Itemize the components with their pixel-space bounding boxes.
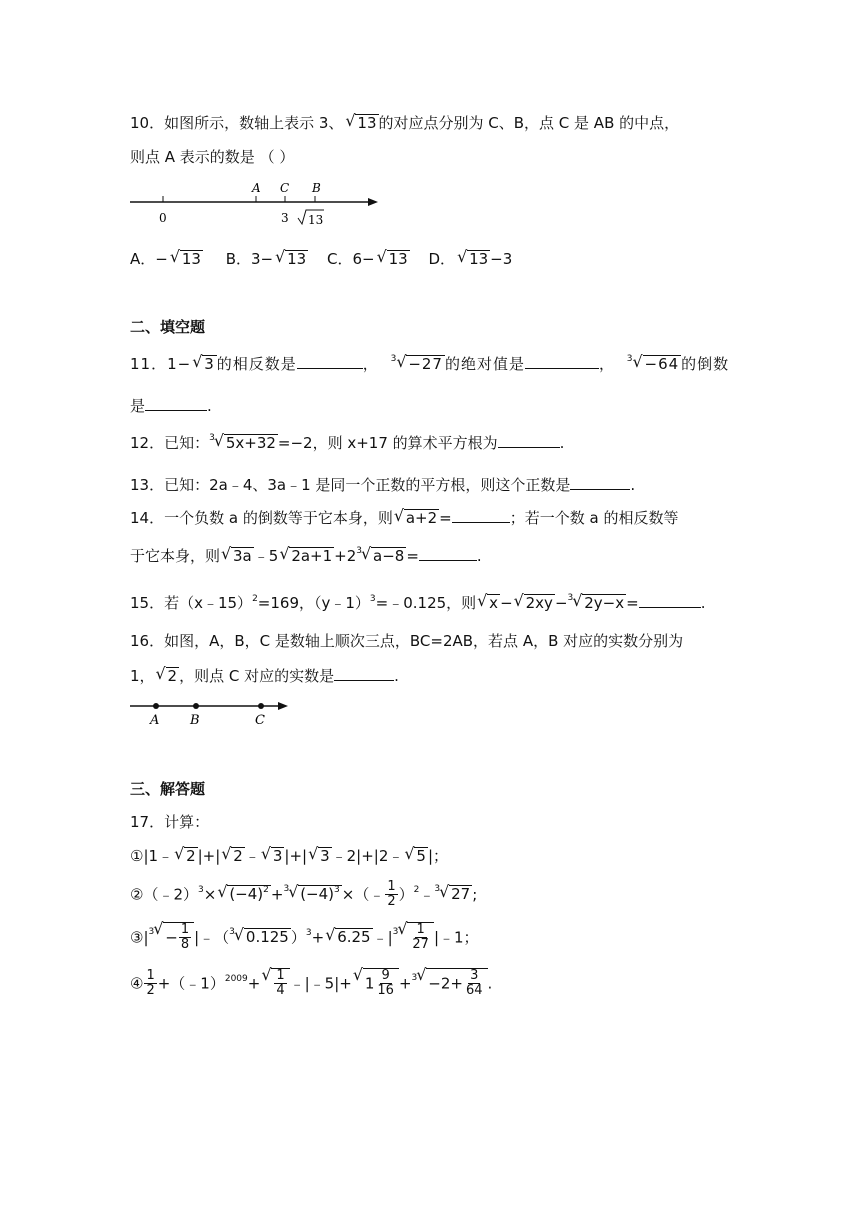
q11-num: 11．: [130, 355, 168, 373]
nl-label-b: B: [312, 181, 321, 195]
opt-b-pre: 3−: [251, 250, 274, 268]
q10-options: [130, 248, 512, 269]
q15-sup2: 3: [369, 594, 376, 604]
q13-end: .: [630, 476, 636, 494]
p3-r2: √ 0.125: [244, 928, 291, 946]
p4-sup: 2009: [224, 974, 248, 985]
q16-a: 1，: [130, 667, 155, 685]
q14-b: =: [439, 509, 452, 527]
p2-g: ;: [472, 885, 478, 904]
q11-blank3[interactable]: [145, 396, 207, 411]
p4-r1: [271, 968, 289, 999]
p3-f: |﹣1；: [433, 928, 479, 947]
q15-idx: 3: [567, 593, 574, 603]
p4-frac: [144, 969, 156, 999]
p2-num: ②: [130, 885, 144, 904]
opt-d-label: D．: [428, 250, 456, 268]
q15-d: −: [500, 594, 513, 612]
p3-r1: [163, 922, 194, 953]
label-b: B: [190, 713, 200, 728]
q14-line2: [130, 545, 482, 566]
p4-r1-frac: [274, 969, 286, 999]
p1-b: |+|: [197, 847, 221, 865]
q15-rad1: √ x: [487, 594, 500, 612]
q14-rad2: √ 3a: [231, 547, 254, 565]
section-2-heading: 二、填空题: [130, 318, 206, 336]
q13-blank[interactable]: [570, 475, 630, 490]
p2-d: ×（﹣: [341, 885, 385, 904]
opt-d-rad: √ 13: [467, 250, 490, 268]
opt-a-rad: √ 13: [180, 250, 203, 268]
p1-e: ﹣2|+|2﹣: [331, 847, 404, 865]
p2-r2-sup: 3: [334, 885, 340, 896]
opt-c-label: C．: [327, 250, 353, 268]
p4-r2-frac: [375, 969, 396, 999]
q16-blank[interactable]: [334, 666, 394, 681]
q12-blank[interactable]: [498, 433, 560, 448]
p4-e: .: [487, 974, 493, 993]
q13-text: 13．已知：2a﹣4、3a﹣1 是同一个正数的平方根，则这个正数是: [130, 476, 571, 494]
p2-r1-sup: 2: [263, 885, 269, 896]
q17-part2: [130, 880, 477, 910]
p3-frac-num: 1: [180, 922, 190, 937]
opt-d-post: −3: [490, 250, 513, 268]
q11-b: 1−: [167, 355, 192, 373]
p3-idx: 3: [148, 927, 155, 938]
q14-rad1: √ a+2: [404, 509, 439, 527]
q11-rad1: √ 3: [202, 355, 217, 373]
q14-blank2[interactable]: [419, 546, 477, 561]
q11-rad3: √ −64: [643, 355, 682, 373]
p2-r1-base: (−4): [229, 885, 264, 904]
p2-r1: [227, 885, 271, 903]
p4-r3: [426, 968, 487, 999]
q12-a: 12．已知：: [130, 434, 210, 452]
p3-r4: [407, 922, 434, 953]
p4-r3-den: 64: [465, 983, 483, 999]
label-c: C: [255, 713, 265, 728]
q11-line2-text: 是: [130, 397, 146, 415]
p3-a: |: [143, 928, 149, 947]
p2-e: ）: [398, 885, 414, 904]
q11-line2: [130, 395, 212, 416]
q11-end: .: [207, 397, 212, 415]
q15-sup1: 2: [252, 594, 258, 604]
point-c: [258, 703, 264, 709]
p4-r3-frac: [464, 969, 485, 999]
q16-rad: √ 2: [166, 667, 180, 685]
q15-b: =169，（y﹣1）: [257, 594, 370, 612]
q16-end: .: [394, 667, 399, 685]
p1-d: |+|: [284, 847, 308, 865]
p1-r5: √ 5: [414, 847, 428, 865]
q16-b: ，则点 C 对应的实数是: [179, 667, 335, 685]
q12-rad: √ 5x+32: [224, 434, 278, 452]
p2-r3: √ 27: [449, 885, 472, 903]
p2-a: （﹣2）: [143, 885, 198, 904]
q16-number-line: [128, 696, 298, 730]
p2-frac: [385, 880, 397, 910]
q17-title: 17．计算：: [130, 813, 210, 831]
q10-text-b: 的对应点分别为 C、B，点 C 是 AB 的中点，: [378, 114, 680, 132]
p4-r3-num: 3: [470, 968, 479, 983]
q12-line: [130, 432, 564, 453]
p1-a: |1﹣: [143, 847, 174, 865]
p1-r2: √ 2: [231, 847, 245, 865]
q15-end: .: [700, 594, 706, 612]
q14-c: ；若一个数 a 的相反数等: [509, 509, 679, 527]
q10-line2: 则点 A 表示的数是 （ ）: [130, 148, 295, 166]
p3-r4-num: √ 1: [416, 922, 425, 937]
p2-c: +: [270, 885, 284, 904]
nl-zero: 0: [159, 211, 167, 225]
p2-idx2: 3: [434, 884, 441, 895]
q11-blank2[interactable]: [525, 354, 599, 369]
p3-idx3: 3: [392, 927, 399, 938]
q17-part4: [130, 968, 492, 999]
p2-idx: 3: [283, 884, 290, 895]
p1-c: ﹣: [244, 847, 260, 865]
p4-r2-num: 9: [381, 968, 390, 983]
p3-r4-den: 27: [412, 937, 429, 953]
nl-root13: 13: [308, 213, 324, 227]
p3-d: +: [311, 928, 325, 947]
q16-line1: 16．如图，A，B，C 是数轴上顺次三点，BC=2AB，若点 A，B 对应的实数分别为: [130, 632, 684, 650]
q14-rad4: √ a−8: [371, 547, 406, 565]
p2-r2: [298, 885, 342, 903]
q17-part1: [130, 845, 448, 866]
p2-sup2: 2: [413, 885, 420, 896]
p1-r4: √ 3: [318, 847, 332, 865]
q11-d: ，: [362, 355, 379, 373]
q14-blank1[interactable]: [452, 508, 510, 523]
p4-a: +（﹣1）: [157, 974, 225, 993]
p3-r1-frac: [179, 923, 191, 953]
p4-d: +: [398, 974, 412, 993]
p1-r3: √ 3: [271, 847, 285, 865]
p2-r2-base: (−4): [300, 885, 335, 904]
point-b: [193, 703, 199, 709]
q12-idx: 3: [209, 433, 215, 443]
q15-f: =: [626, 594, 639, 612]
p2-sup: 3: [198, 885, 204, 896]
q12-end: .: [559, 434, 565, 452]
p4-frac-num: 1: [146, 968, 155, 983]
p4-r2-den: 16: [377, 983, 394, 999]
p3-e: ﹣|: [372, 928, 393, 947]
opt-c-rad: √ 13: [387, 250, 410, 268]
q15-rad2: √ 2xy: [524, 594, 555, 612]
q14-g: =: [406, 547, 419, 565]
q15-line: [130, 592, 706, 613]
p3-sup: 3: [305, 928, 312, 939]
nl-label-a: A: [252, 181, 261, 195]
q14-a: 14．一个负数 a 的倒数等于它本身，则: [130, 509, 393, 527]
q11-rad2: √ −27: [406, 355, 445, 373]
p4-r3-a: −2+: [428, 974, 463, 993]
p3-r3: √ 6.25: [335, 928, 372, 946]
opt-a-label: A．: [130, 250, 156, 268]
q15-blank[interactable]: [639, 593, 701, 608]
label-a: A: [150, 713, 160, 728]
q11-e: 的绝对值是: [444, 355, 525, 373]
q11-line1: [130, 353, 729, 374]
nl-label-c: C: [280, 181, 290, 195]
p1-r1: √ 2: [184, 847, 198, 865]
section-3-heading: 三、解答题: [130, 780, 206, 798]
q11-blank1[interactable]: [297, 354, 363, 369]
q11-c: 的相反数是: [216, 355, 297, 373]
p2-frac-den: 2: [387, 894, 396, 910]
p2-b: ×: [203, 885, 217, 904]
opt-b-rad: √ 13: [285, 250, 308, 268]
q10-number-line: [128, 178, 388, 232]
p3-frac-den: 8: [180, 937, 190, 953]
q14-d: 于它本身，则: [130, 547, 221, 565]
p1-num: ①: [130, 847, 144, 865]
p4-frac-den: 2: [146, 983, 155, 999]
q12-b: =−2，则 x+17 的算术平方根为: [277, 434, 498, 452]
p2-frac-num: 1: [387, 879, 396, 894]
q11-idx2: 3: [626, 354, 634, 364]
q11-idx1: 3: [390, 354, 398, 364]
q11-f: ，: [598, 355, 615, 373]
q10-text-a: 10．如图所示，数轴上表示 3、: [130, 114, 344, 132]
q15-c: =﹣0.125，则: [375, 594, 477, 612]
p4-r2-whole: 1: [364, 974, 375, 993]
q14-end: .: [476, 547, 482, 565]
q11-g: 的倒数: [681, 355, 730, 373]
p4-b: +: [247, 974, 261, 993]
p4-num: ④: [130, 974, 144, 993]
q16-line2: [130, 665, 399, 686]
q15-a: 15．若（x﹣15）: [130, 594, 253, 612]
q14-rad3: √ 2a+1: [289, 547, 334, 565]
p3-b: |﹣（: [194, 928, 230, 947]
p3-idx2: 3: [229, 927, 235, 938]
p3-r4-frac: [410, 923, 431, 953]
p1-f: |；: [427, 847, 449, 865]
opt-c-pre: 6−: [352, 250, 375, 268]
p4-idx: 3: [411, 973, 418, 984]
sqrt-13: √ 13: [355, 114, 378, 132]
q15-rad3: √ 2y−x: [582, 594, 626, 612]
p2-f: ﹣: [419, 885, 435, 904]
q13-line: [130, 474, 635, 495]
q14-f: +2: [334, 547, 357, 565]
p4-c: ﹣|﹣5|+: [289, 974, 352, 993]
p4-r2: [363, 968, 399, 999]
q14-idx: 3: [356, 546, 363, 556]
p4-r1-num: √ 1: [276, 968, 285, 983]
p3-num: ③: [130, 928, 144, 947]
q15-e: −: [554, 594, 568, 612]
q14-e: ﹣5: [253, 547, 279, 565]
point-a: [153, 703, 159, 709]
opt-b-label: B．: [225, 250, 252, 268]
q14-line1: [130, 507, 678, 528]
p3-c: ）: [290, 928, 306, 947]
nl-three: 3: [281, 211, 289, 225]
opt-a-pre: −: [155, 250, 168, 268]
p3-r1-sign: −: [165, 928, 178, 947]
q10-line1: [130, 112, 679, 133]
p4-r1-den: 4: [276, 983, 285, 999]
q17-part3: [130, 922, 479, 953]
